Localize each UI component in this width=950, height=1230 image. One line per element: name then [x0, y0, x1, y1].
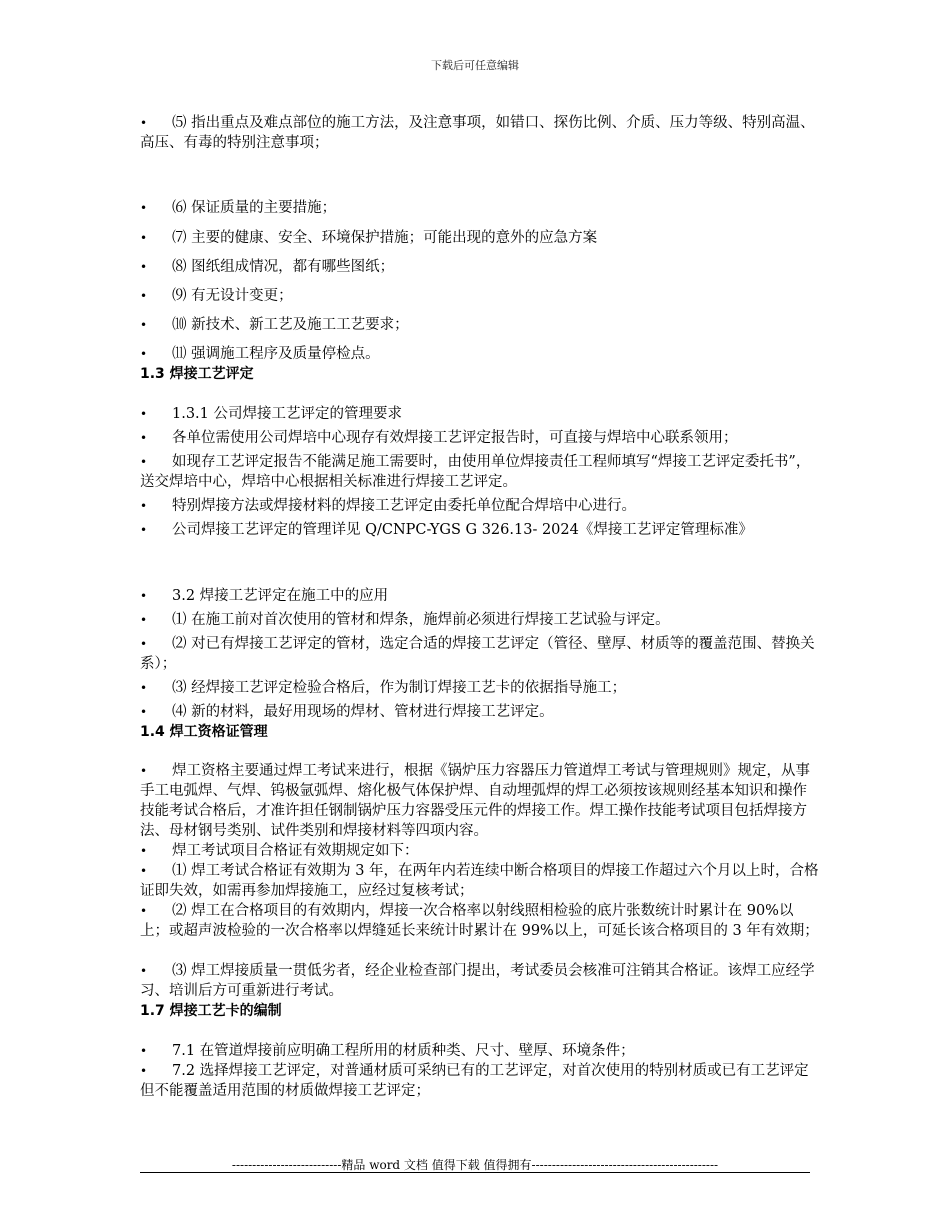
bullet-icon: • — [140, 431, 148, 445]
list-item-text: ⑹ 保证质量的主要措施； — [172, 200, 337, 216]
list-item — [140, 634, 820, 678]
list-item-text: ⑶ 经焊接工艺评定检验合格后，作为制订焊接工艺卡的依据指导施工； — [172, 680, 627, 696]
list-item — [140, 344, 820, 364]
list-item — [140, 1041, 820, 1061]
bullet-icon: • — [140, 289, 148, 303]
section-heading: 1.4 焊工资格证管理 — [140, 724, 268, 740]
document-body — [140, 113, 820, 1101]
bullet-icon: • — [140, 231, 148, 245]
footer-divider — [140, 1172, 810, 1173]
bullet-icon: • — [140, 407, 148, 421]
list-item-text: ⑻ 图纸组成情况，都有哪些图纸； — [172, 259, 395, 275]
bullet-icon: • — [140, 589, 148, 603]
bullet-icon: • — [140, 613, 148, 627]
list-item — [140, 257, 820, 286]
page-header: 下载后可任意编辑 — [431, 59, 519, 72]
list-item-text: ⑵ 焊工在合格项目的有效期内，焊接一次合格率以射线照相检验的底片张数统计时累计在 90%以上；或超声波检验的一次合格率以焊缝延长来统计时累计在 99%以上，可延长该合格项目的 3 年有效期； — [140, 903, 819, 939]
list-item — [140, 404, 820, 428]
bullet-icon: • — [140, 523, 148, 537]
list-item-text: 7.1 在管道焊接前应明确工程所用的材质种类、尺寸、壁厚、环境条件； — [172, 1043, 635, 1059]
list-item — [140, 113, 820, 153]
list-item-text: 特别焊接方法或焊接材料的焊接工艺评定由委托单位配合焊培中心进行。 — [172, 498, 636, 514]
bullet-icon: • — [140, 318, 148, 332]
bullet-icon: • — [140, 455, 148, 469]
list-item — [140, 452, 820, 496]
list-item-text: 各单位需使用公司焊培中心现存有效焊接工艺评定报告时，可直接与焊培中心联系领用； — [172, 430, 738, 446]
bullet-icon: • — [140, 1044, 148, 1058]
list-item — [140, 198, 820, 228]
list-item-text: ⑽ 新技术、新工艺及施工工艺要求； — [172, 317, 409, 333]
list-item — [140, 678, 820, 702]
list-item — [140, 315, 820, 344]
bullet-icon: • — [140, 764, 148, 778]
list-item — [140, 586, 820, 610]
bullet-icon: • — [140, 1064, 148, 1078]
bullet-icon: • — [140, 864, 148, 878]
list-item — [140, 610, 820, 634]
list-item — [140, 841, 820, 861]
spacer — [140, 540, 820, 586]
bullet-icon: • — [140, 681, 148, 695]
list-item-text: ⑼ 有无设计变更； — [172, 288, 293, 304]
bullet-icon: • — [140, 499, 148, 513]
list-item-text: 焊工考试项目合格证有效期规定如下： — [172, 843, 419, 859]
list-item — [140, 961, 820, 1001]
list-item — [140, 428, 820, 452]
bullet-icon: • — [140, 637, 148, 651]
bullet-icon: • — [140, 116, 148, 130]
list-item-text: ⑶ 焊工焊接质量一贯低劣者，经企业检查部门提出，考试委员会核准可注销其合格证。该焊工应经学习、培训后方可重新进行考试。 — [140, 963, 815, 999]
list-item-text: 1.3.1 公司焊接工艺评定的管理要求 — [172, 406, 403, 422]
list-item — [140, 496, 820, 520]
list-item — [140, 702, 820, 722]
bullet-icon: • — [140, 705, 148, 719]
list-item — [140, 901, 820, 961]
list-item-text: ⑷ 新的材料，最好用现场的焊材、管材进行焊接工艺评定。 — [172, 704, 554, 720]
list-item-text: ⑴ 焊工考试合格证有效期为 3 年，在两年内若连续中断合格项目的焊接工作超过六个月以上时，合格证即失效，如需再参加焊接施工，应经过复核考试； — [140, 863, 819, 899]
list-item-text: ⑺ 主要的健康、安全、环境保护措施；可能出现的意外的应急方案 — [172, 230, 598, 246]
list-item-text: 焊工资格主要通过焊工考试来进行，根据《锅炉压力容器压力管道焊工考试与管理规则》规定，从事手工电弧焊、气焊、钨极氩弧焊、熔化极气体保护焊、自动埋弧焊的焊工必须按该规则经基本知识和操作技能考试合格后，才准许担任钢制锅炉压力容器受压元件的焊接工作。焊工操作技能考试项目包括焊接方法、母材钢号类别、试件类别和焊接材料等四项内容。 — [140, 763, 810, 839]
list-item — [140, 1061, 820, 1101]
section-heading: 1.3 焊接工艺评定 — [140, 366, 254, 382]
list-item — [140, 228, 820, 257]
list-item-text: ⑵ 对已有焊接工艺评定的管材，选定合适的焊接工艺评定（管径、壁厚、材质等的覆盖范围、替换关系）； — [140, 636, 815, 672]
list-item — [140, 761, 820, 841]
bullet-icon: • — [140, 844, 148, 858]
bullet-icon: • — [140, 260, 148, 274]
section-heading: 1.7 焊接工艺卡的编制 — [140, 1003, 282, 1019]
list-item — [140, 520, 820, 540]
list-item-text: 如现存工艺评定报告不能满足施工需要时，由使用单位焊接责任工程师填写“焊接工艺评定委托书”，送交焊培中心，焊培中心根据相关标准进行焊接工艺评定。 — [140, 454, 811, 490]
spacer — [140, 153, 820, 198]
list-item-text: ⑾ 强调施工程序及质量停检点。 — [172, 346, 380, 362]
bullet-icon: • — [140, 904, 148, 918]
list-item-text: ⑴ 在施工前对首次使用的管材和焊条，施焊前必须进行焊接工艺试验与评定。 — [172, 612, 670, 628]
page-footer: ---------------------------精品 word 文档 值得下载 值得拥有---------------------------------------------- — [231, 1158, 719, 1172]
list-item-text: ⑸ 指出重点及难点部位的施工方法，及注意事项，如错口、探伤比例、介质、压力等级、特别高温、高压、有毒的特别注意事项； — [140, 115, 815, 151]
list-item — [140, 861, 820, 901]
bullet-icon: • — [140, 347, 148, 361]
list-item-text: 3.2 焊接工艺评定在施工中的应用 — [172, 588, 389, 604]
list-item-text: 公司焊接工艺评定的管理详见 Q/CNPC-YGS G 326.13- 2024《焊接工艺评定管理标准》 — [172, 522, 753, 538]
bullet-icon: • — [140, 201, 148, 215]
list-item-text: 7.2 选择焊接工艺评定，对普通材质可采纳已有的工艺评定，对首次使用的特别材质或已有工艺评定但不能覆盖适用范围的材质做焊接工艺评定； — [140, 1063, 809, 1099]
bullet-icon: • — [140, 964, 148, 978]
list-item — [140, 286, 820, 315]
